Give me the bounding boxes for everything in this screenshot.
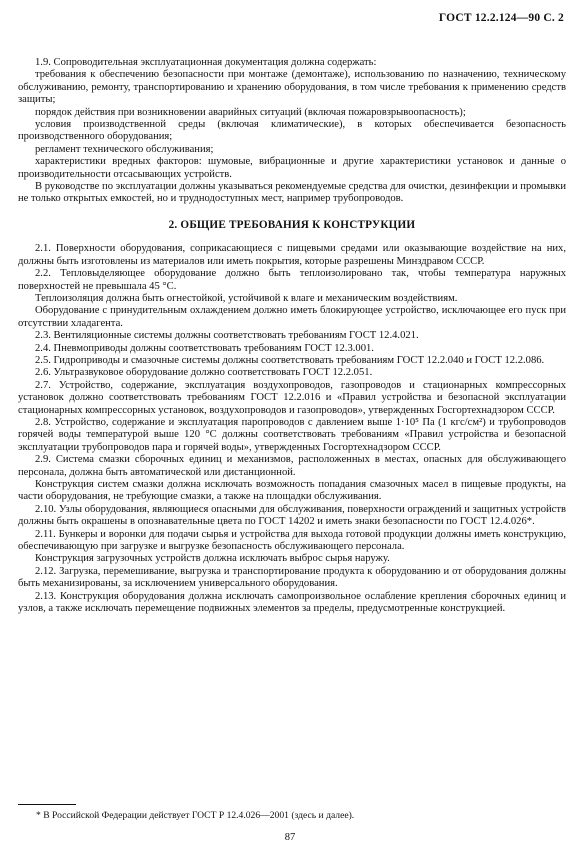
paragraph: регламент технического обслуживания; [35,143,214,155]
paragraph: Конструкция систем смазки должна исключать возможность попадания смазочных масел в пищевые продукты, на части оборудования, не требующие смазки, а также на площадки обслуживания. [18,479,566,503]
paragraph: характеристики вредных факторов: шумовые, вибрационные и другие характеристики установок и данные о производительности отсасывающих устройств. [18,156,566,180]
paragraph: 2.5. Гидроприводы и смазочные системы должны соответствовать требованиям ГОСТ 12.2.040 и ГОСТ 12.2.086. [35,354,545,366]
paragraph: 2.6. Ультразвуковое оборудование должно соответствовать ГОСТ 12.2.051. [35,367,373,379]
footnote-divider [18,804,76,805]
paragraph: 2.4. Пневмоприводы должны соответствовать требованиям ГОСТ 12.3.001. [35,342,374,354]
paragraph: требования к обеспечению безопасности при монтаже (демонтаже), использованию по назначению, техническому обслуживанию, ремонту, транспортированию и хранению оборудования, в том числе требования к применению средств защиты; [18,69,566,106]
paragraph: Конструкция загрузочных устройств должна исключать выброс сырья наружу. [35,553,390,565]
paragraph: 2.11. Бункеры и воронки для подачи сырья и устройства для выхода готовой продукции должны иметь конструкцию, обеспечивающую при загрузке и выгрузке безопасность обслуживающего персонала. [18,528,566,553]
paragraph: 2.9. Система смазки сборочных единиц и механизмов, расположенных в местах, опасных для обслуживающего персонала, должна быть автоматической или дистанционной. [18,454,566,478]
paragraph: 2.3. Вентиляционные системы должны соответствовать требованиям ГОСТ 12.4.021. [35,330,419,342]
paragraph: 2.12. Загрузка, перемешивание, выгрузка и транспортирование продукта к оборудованию и от оборудования должны быть механизированы, за исключением универсального оборудования. [18,565,566,590]
page-number: 87 [284,832,296,843]
paragraph: 1.9. Сопроводительная эксплуатационная документация должна содержать: [35,57,377,68]
paragraph: 2.13. Конструкция оборудования должна исключать самопроизвольное ослабление крепления сборочных единиц и узлов, а также исключать перемещение подвижных элементов за пределы, предусмотренные конструкцией. [18,590,566,615]
footnote: * В Российской Федерации действует ГОСТ Р 12.4.026—2001 (здесь и далее). [36,810,355,821]
paragraph: 2.1. Поверхности оборудования, соприкасающиеся с пищевыми средами или оказывающие воздействие на них, должны быть изготовлены из материалов или иметь покрытия, которые разрешены Минздравом СССР. [18,243,566,267]
section-title: 2. ОБЩИЕ ТРЕБОВАНИЯ К КОНСТРУКЦИИ [168,218,416,231]
paragraph: 2.10. Узлы оборудования, являющиеся опасными для обслуживания, поверхности ограждений и защитных устройств должны быть окрашены в опознавательные цвета по ГОСТ 14202 и иметь знаки безопасности по ГОСТ 12.4.026*. [18,503,566,528]
paragraph: Оборудование с принудительным охлаждением должно иметь блокирующее устройство, исключающее его пуск при отсутствии хладагента. [18,305,566,329]
paragraph: В руководстве по эксплуатации должны указываться рекомендуемые средства для очистки, дезинфекции и промывки не только открытых емкостей, но и труднодоступных мест, например трубопроводов. [18,181,566,205]
paragraph: 2.8. Устройство, содержание и эксплуатация паропроводов с давлением выше 1·10⁵ Па (1 кгс/см²) и трубопроводов горячей воды температурой выше 120 °С должны соответствовать требованиям «Правил устройства и безопасной эксплуатации трубопроводов пара и горячей воды», утвержденных Госгортехнадзором СССР. [18,416,566,453]
paragraph: Теплоизоляция должна быть огнестойкой, устойчивой к влаге и механическим воздействиям. [35,292,458,304]
page-header: ГОСТ 12.2.124—90 С. 2 [438,12,564,24]
paragraph: условия производственной среды (включая климатические), в которых обеспечивается безопасность производственного оборудования; [18,119,566,143]
paragraph: порядок действия при возникновении аварийных ситуаций (включая пожаровзрывоопасность); [35,106,466,118]
paragraph: 2.2. Тепловыделяющее оборудование должно быть теплоизолировано так, чтобы температура наружных поверхностей не превышала 45 °С. [18,268,566,292]
paragraph: 2.7. Устройство, содержание, эксплуатация воздухопроводов, газопроводов и стационарных компрессорных установок должно соответствовать требованиям ГОСТ 12.2.016 и «Правил устройства и безопасной эксплуатации стационарных компрессорных установок, воздухопроводов и газопроводов», утвержденных Госгортехнадзором СССР. [18,379,566,416]
document-body [18,57,566,615]
